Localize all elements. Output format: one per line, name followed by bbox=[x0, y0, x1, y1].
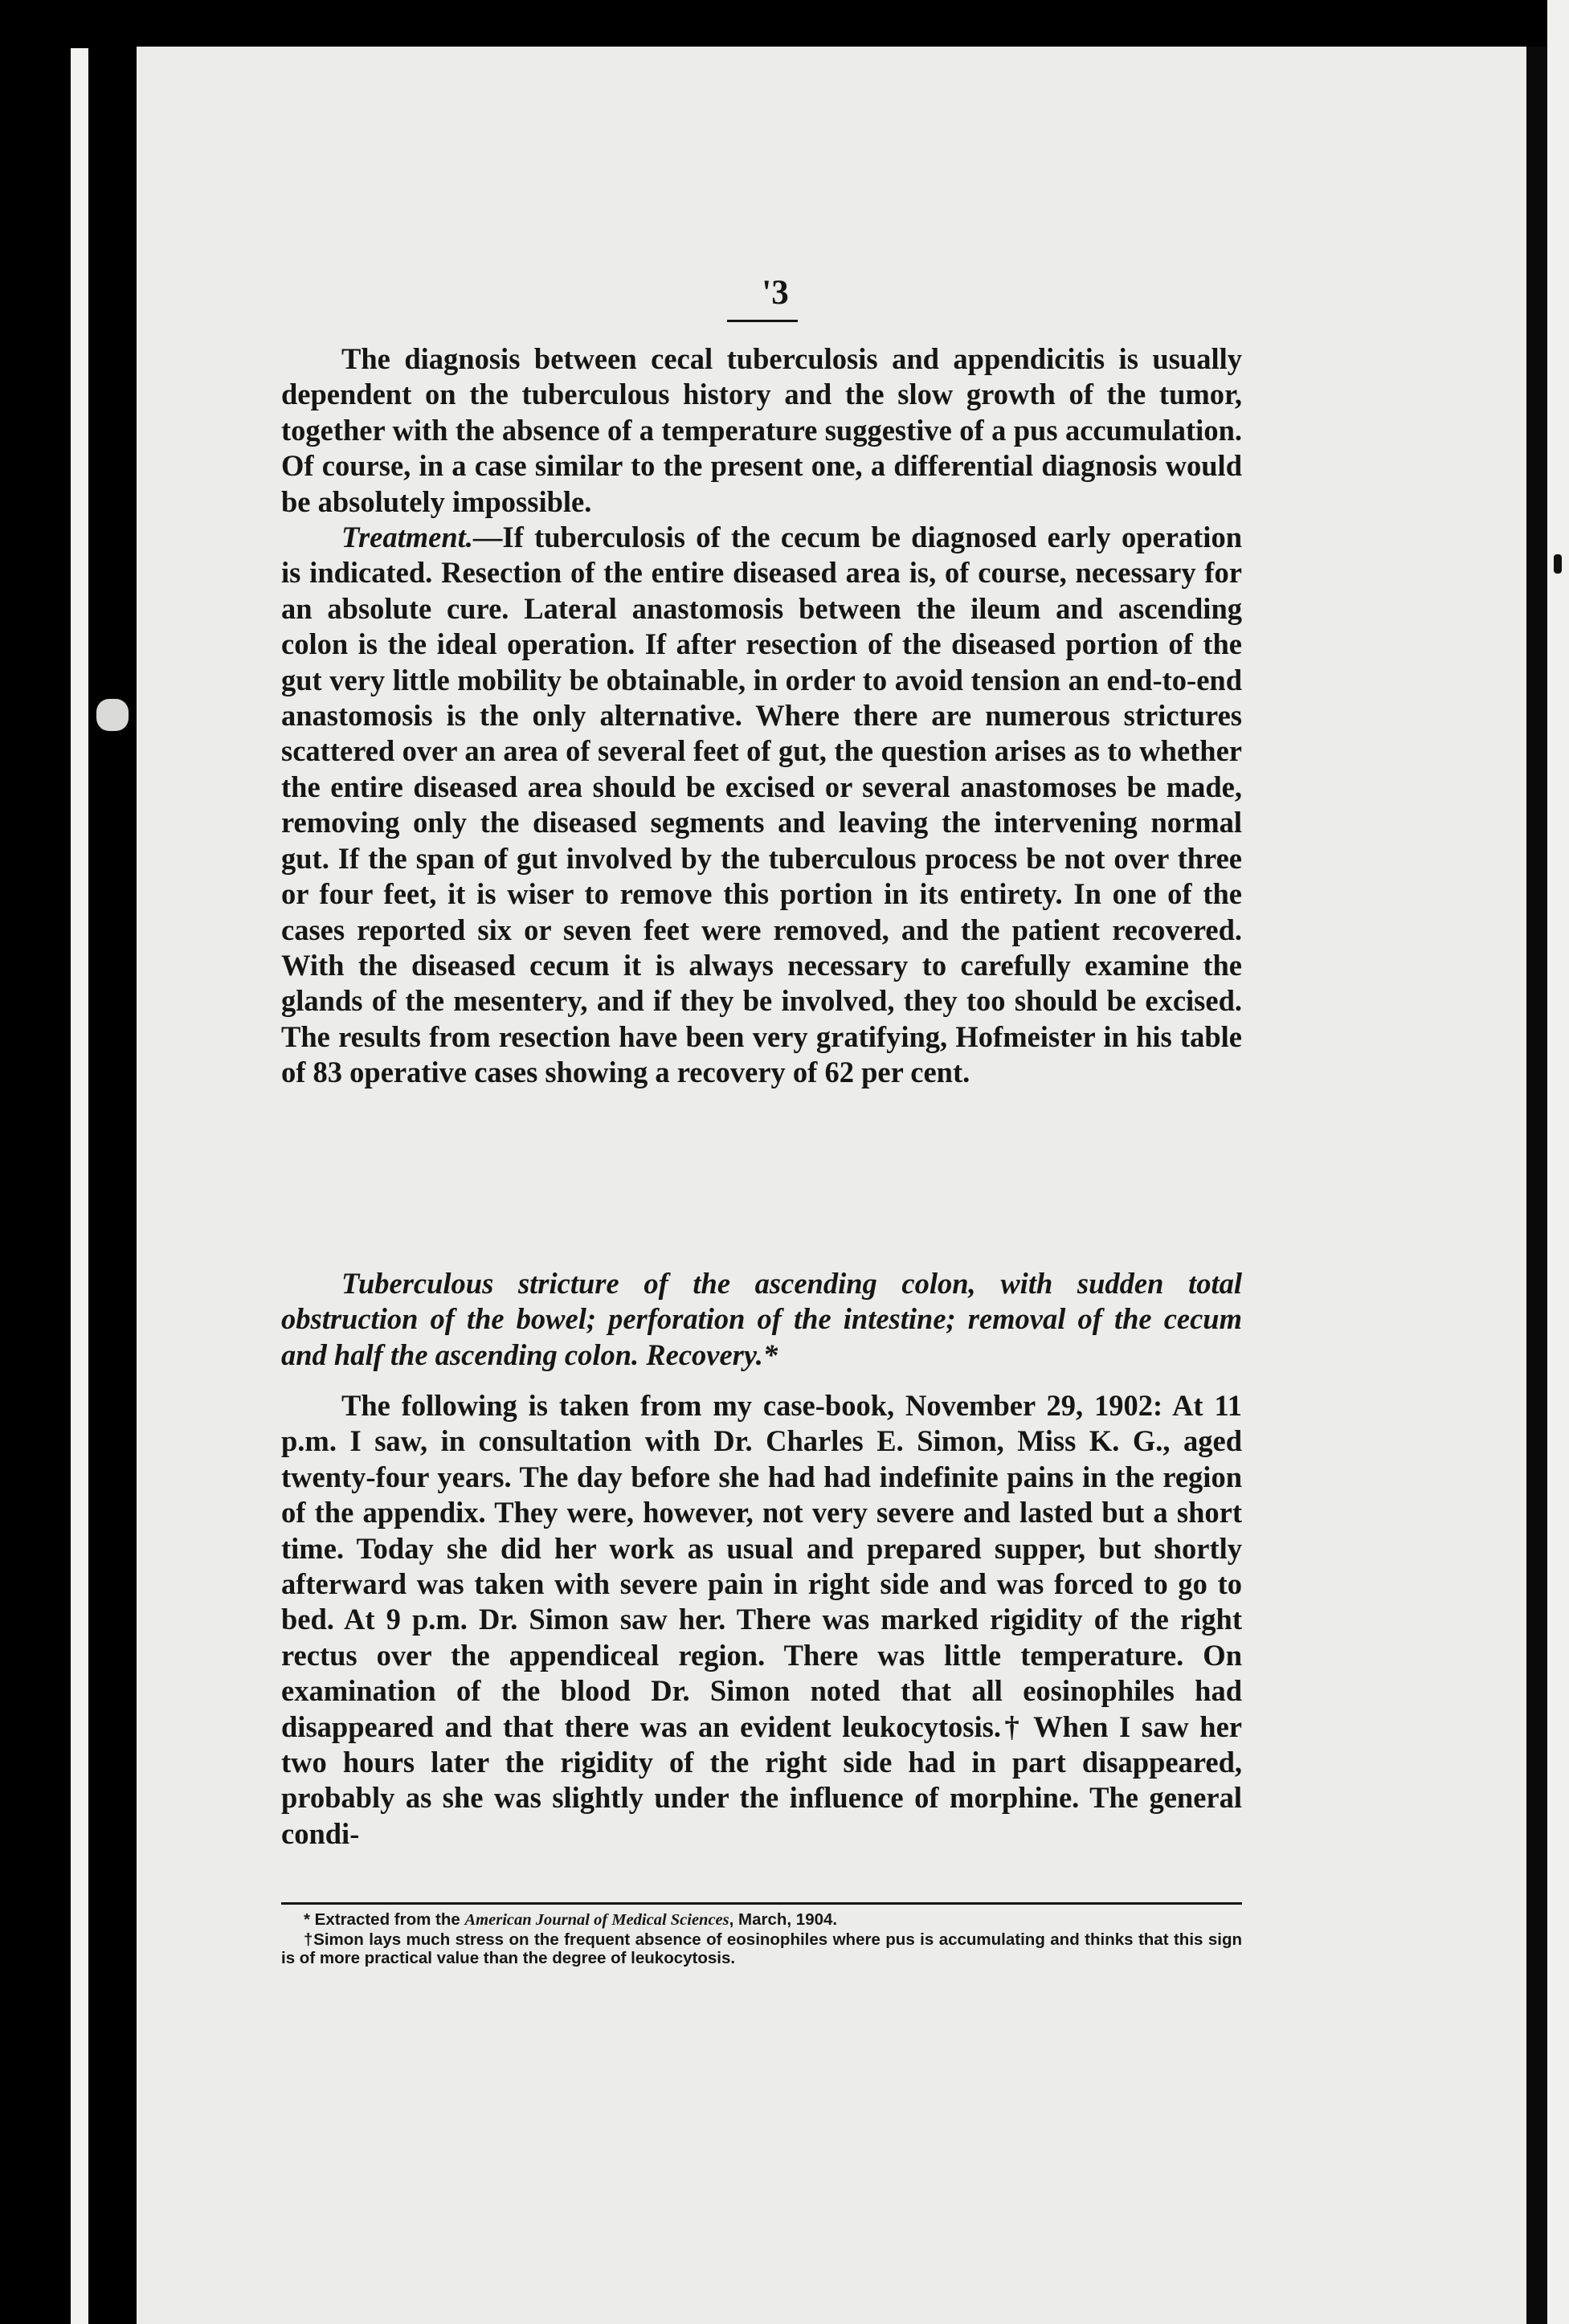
scan-margin-mark bbox=[96, 699, 129, 731]
footnotes bbox=[281, 1910, 1242, 1968]
footnote-source-suffix: , March, 1904. bbox=[729, 1910, 838, 1929]
page-number: '3 bbox=[762, 274, 789, 312]
scan-left-page-edge bbox=[71, 48, 88, 2324]
footnote-eosinophiles: †Simon lays much stress on the frequent absence of eosinophiles where pus is accumulating and thinks that this sign is of more practical value than the degree of leukocytosis. bbox=[281, 1930, 1242, 1967]
case-heading-block bbox=[281, 1266, 1242, 1373]
footnote-separator bbox=[281, 1902, 1242, 1905]
scan-right-page-edge bbox=[1547, 0, 1569, 2324]
body-text bbox=[281, 341, 1242, 1091]
page-number-underline bbox=[727, 320, 798, 322]
treatment-run-in-heading: Treatment. bbox=[341, 521, 473, 554]
paragraph-treatment bbox=[281, 520, 1242, 1091]
paragraph-case-report: The following is taken from my case-book, November 29, 1902: At 11 p.m. I saw, in consultation with Dr. Charles E. Simon, Miss K. G., aged twenty-four years. The day before she had had indefinite pains in the region of the appendix. They were, however, not very severe and lasted but a short time. Today she did her work as usual and prepared supper, but shortly afterward was taken with severe pain in right side and was forced to go to bed. At 9 p.m. Dr. Simon saw her. There was marked rigidity of the right rectus over the appendiceal region. There was little temperature. On examination of the blood Dr. Simon noted that all eosinophiles had disappeared and that there was an evident leukocytosis.† When I saw her two hours later the rigidity of the right side had in part disappeared, probably as she was slightly under the influence of morphine. The general condi- bbox=[281, 1389, 1242, 1850]
footnote-source-prefix: * Extracted from the bbox=[304, 1910, 465, 1929]
scan-right-gutter bbox=[1526, 47, 1547, 2324]
scan-edge-mark bbox=[1554, 554, 1562, 574]
treatment-text: —If tuberculosis of the cecum be diagnosed early operation is indicated. Resection of the entire diseased area is, of course, necessary for an absolute cure. Lateral anastomosis between the ileum and ascending colon is the ideal operation. If after resection of the diseased portion of the gut very little mobility be obtainable, in order to avoid tension an end-to-end anastomosis is the only alternative. Where there are numerous strictures scattered over an area of several feet of gut, the question arises as to whether the entire diseased area should be excised or several anastomoses be made, removing only the diseased segments and leaving the intervening normal gut. If the span of gut involved by the tuberculous process be not over three or four feet, it is wiser to remove this portion in its entirety. In one of the cases reported six or seven feet were removed, and the patient recovered. With the diseased cecum it is always necessary to carefully examine the glands of the mesentery, and if they be involved, they too should be excised. The results from resection have been very gratifying, Hofmeister in his table of 83 operative cases showing a recovery of 62 per cent. bbox=[281, 521, 1242, 1089]
case-heading: Tuberculous stricture of the ascending colon, with sudden total obstruction of the bowel; perforation of the intestine; removal of the cecum and half the ascending colon. Recovery.* bbox=[281, 1267, 1242, 1371]
footnote-journal-title: American Journal of Medical Sciences bbox=[464, 1911, 729, 1929]
footnote-source bbox=[281, 1910, 1242, 1930]
paragraph-diagnosis: The diagnosis between cecal tuberculosis and appendicitis is usually dependent on the tuberculous history and the slow growth of the tumor, together with the absence of a temperature suggestive of a pus accumulation. Of course, in a case similar to the present one, a differential diagnosis would be absolutely impossible. bbox=[281, 342, 1242, 518]
case-report-block bbox=[281, 1388, 1242, 1852]
